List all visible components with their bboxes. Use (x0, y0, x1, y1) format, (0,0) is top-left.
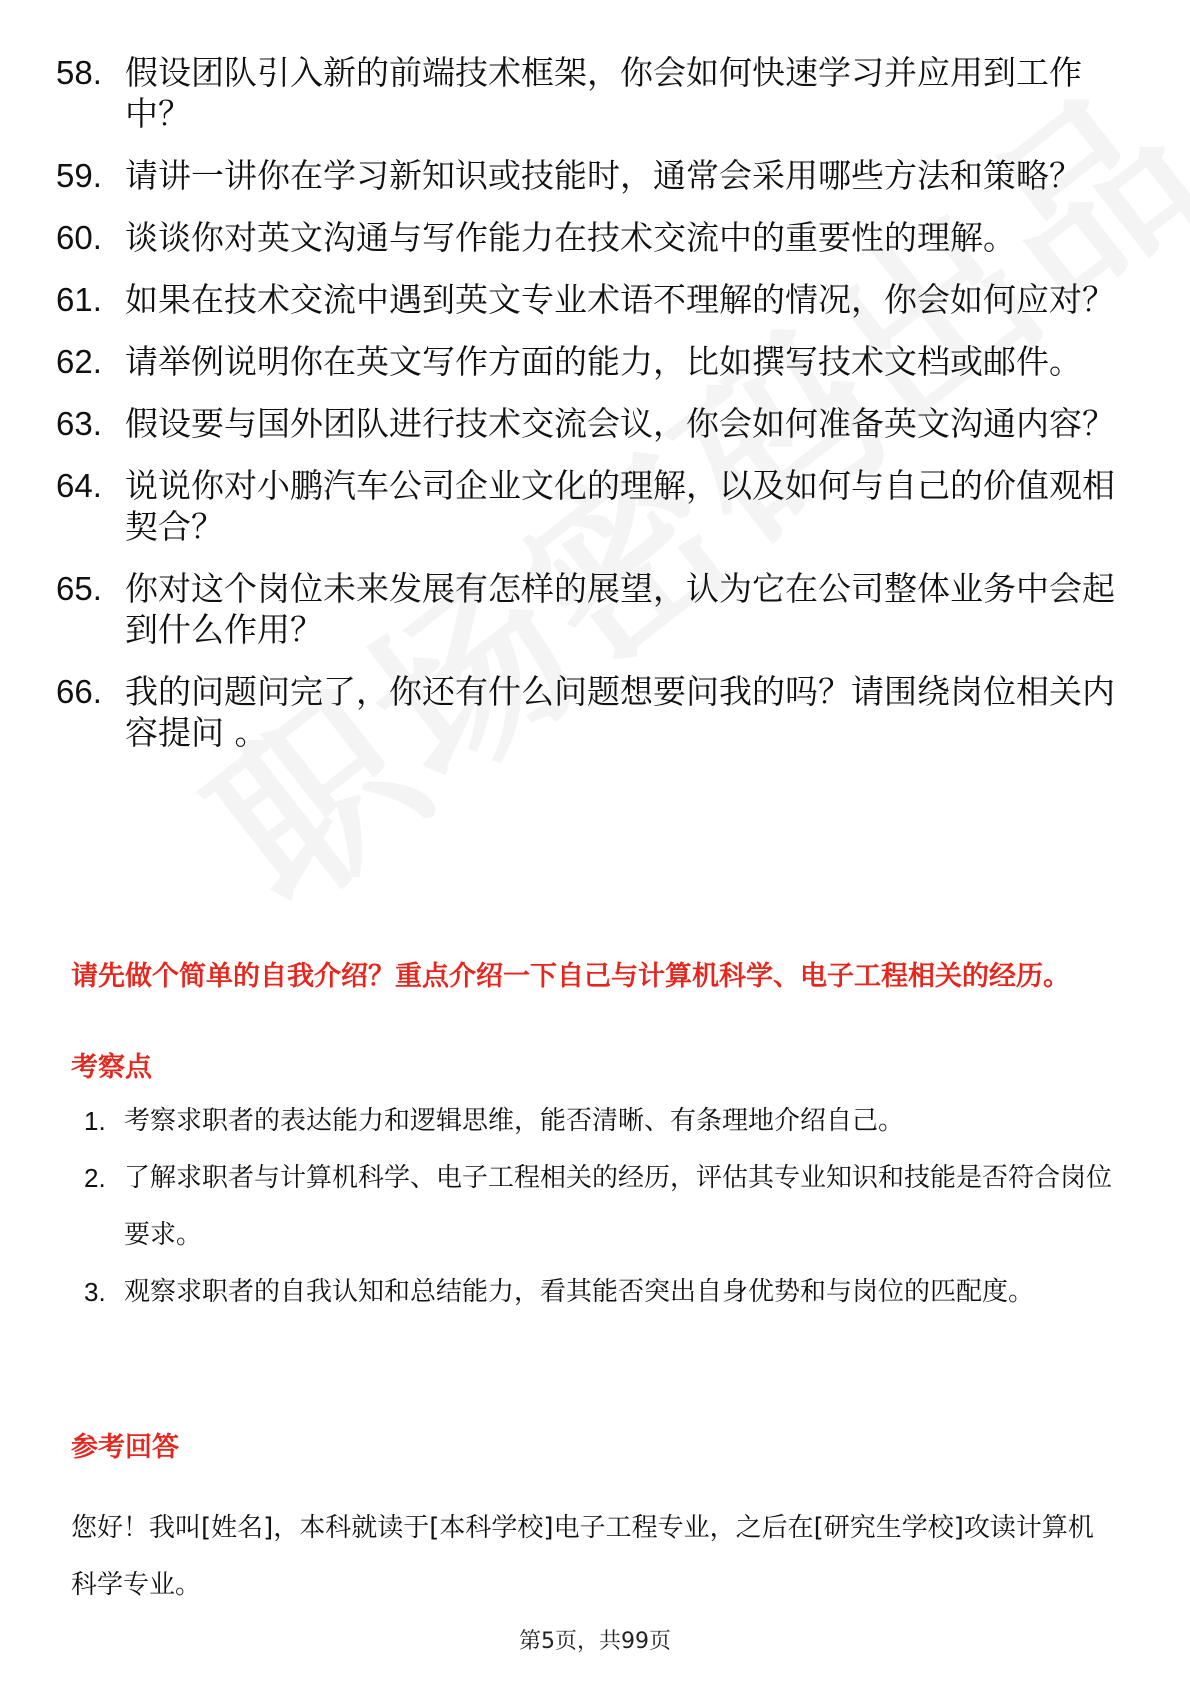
question-item (56, 279, 1116, 320)
question-text: 我的问题问完了，你还有什么问题想要问我的吗？请围绕岗位相关内容提问 。 (125, 672, 1115, 752)
question-text: 假设要与国外团队进行技术交流会议，你会如何准备英文沟通内容？ (125, 404, 1115, 443)
answer-text: 您好！我叫[姓名]，本科就读于[本科学校]电子工程专业，之后在[研究生学校]攻读计算机科学专业。 (71, 1513, 1094, 1600)
question-text: 谈谈你对英文沟通与写作能力在技术交流中的重要性的理解。 (125, 218, 1016, 257)
question-item (56, 217, 1116, 258)
point-text: 观察求职者的自我认知和总结能力，看其能否突出自身优势和与岗位的匹配度。 (124, 1277, 1035, 1307)
examine-point (84, 1150, 1114, 1264)
question-item (56, 465, 1116, 547)
examine-point-list (84, 1093, 1114, 1321)
question-item (56, 403, 1116, 444)
examine-point (84, 1093, 1114, 1150)
question-item (56, 341, 1116, 382)
question-item (56, 155, 1116, 196)
question-number: 63. (56, 405, 102, 442)
question-text: 假设团队引入新的前端技术框架，你会如何快速学习并应用到工作中？ (125, 53, 1082, 133)
point-number: 1. (84, 1106, 106, 1136)
examine-heading: 考察点 (71, 1052, 152, 1083)
question-number: 60. (56, 219, 102, 256)
question-number: 61. (56, 281, 102, 318)
question-text: 如果在技术交流中遇到英文专业术语不理解的情况，你会如何应对？ (125, 280, 1115, 319)
question-number: 65. (56, 570, 102, 607)
examine-point (84, 1264, 1114, 1321)
question-text: 请讲一讲你在学习新知识或技能时，通常会采用哪些方法和策略？ (125, 156, 1082, 195)
question-number: 59. (56, 157, 102, 194)
question-item (56, 52, 1116, 134)
question-number: 58. (56, 54, 102, 91)
section-question-heading: 请先做个简单的自我介绍？重点介绍一下自己与计算机科学、电子工程相关的经历。 (71, 961, 1070, 992)
question-number: 64. (56, 467, 102, 504)
point-number: 2. (84, 1163, 106, 1193)
question-number: 62. (56, 343, 102, 380)
question-number: 66. (56, 673, 102, 710)
question-item (56, 671, 1116, 753)
point-text: 了解求职者与计算机科学、电子工程相关的经历，评估其专业知识和技能是否符合岗位要求。 (124, 1163, 1113, 1250)
point-number: 3. (84, 1277, 106, 1307)
question-list (56, 52, 1116, 774)
point-text: 考察求职者的表达能力和逻辑思维，能否清晰、有条理地介绍自己。 (124, 1106, 905, 1136)
question-text: 你对这个岗位未来发展有怎样的展望，认为它在公司整体业务中会起到什么作用？ (125, 569, 1115, 649)
page-footer: 第5页，共99页 (519, 1629, 671, 1654)
question-text: 请举例说明你在英文写作方面的能力，比如撰写技术文档或邮件。 (125, 342, 1082, 381)
question-text: 说说你对小鹏汽车公司企业文化的理解，以及如何与自己的价值观相契合？ (125, 466, 1115, 546)
question-item (56, 568, 1116, 650)
answer-heading: 参考回答 (71, 1432, 179, 1463)
